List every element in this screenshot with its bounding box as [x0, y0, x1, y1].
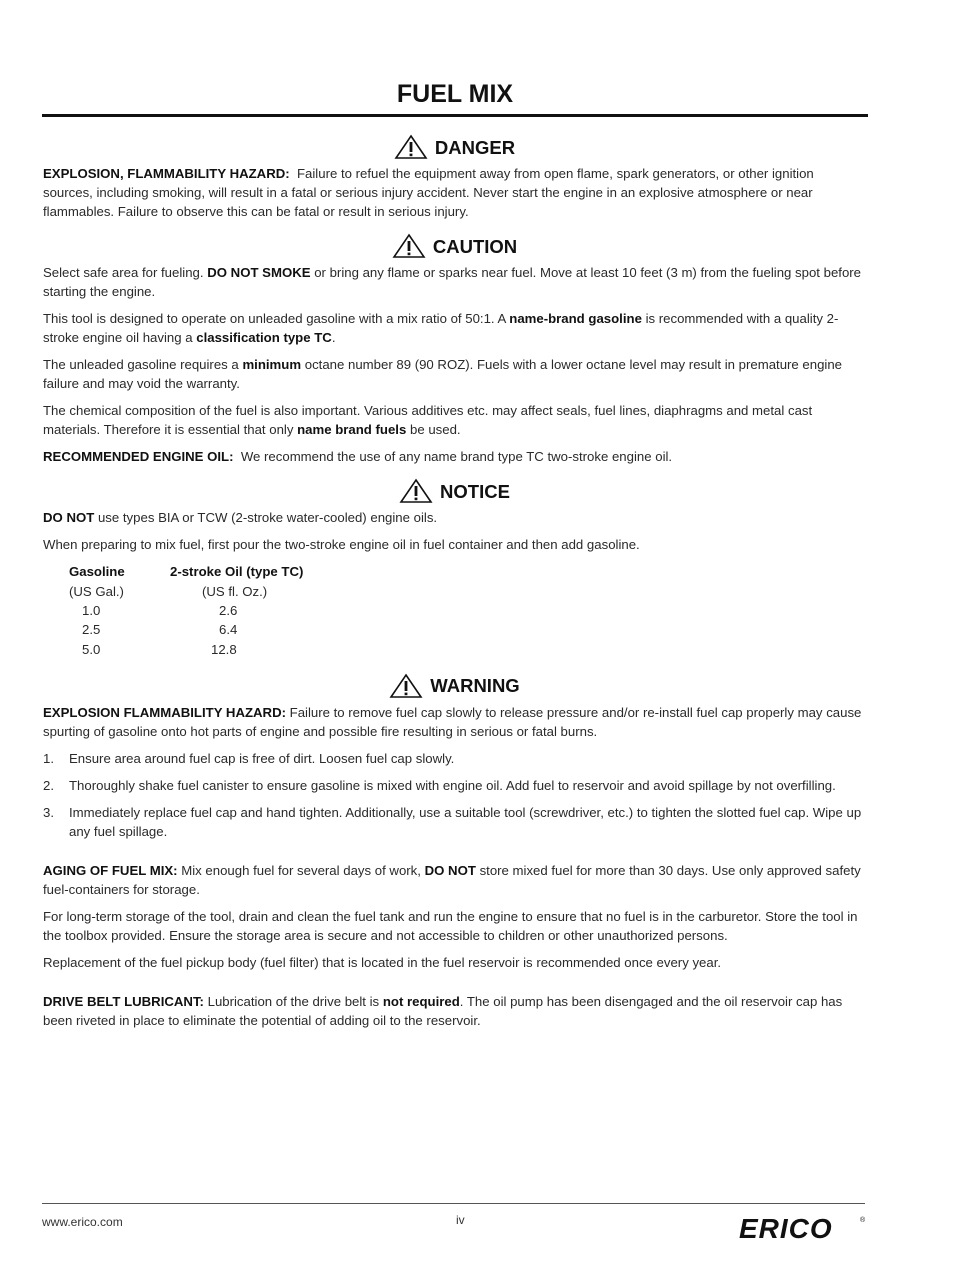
caution-label: CAUTION: [432, 235, 518, 257]
caution-paragraph-1: [43, 263, 865, 301]
emphasis: classification type TC: [196, 330, 332, 345]
table-cell: 2.6: [219, 602, 238, 618]
column-header: Gasoline: [69, 564, 125, 580]
step-number: 2.: [43, 777, 54, 793]
table-cell: 12.8: [211, 641, 237, 657]
emphasis: EXPLOSION FLAMMABILITY HAZARD:: [43, 704, 286, 720]
page-number: iv: [456, 1213, 465, 1227]
table-row: [69, 640, 379, 659]
caution-paragraph-2: [43, 309, 865, 347]
table-row: [69, 601, 379, 620]
title-divider: [42, 114, 868, 117]
erico-logo: [738, 1213, 868, 1243]
table-cell: 2.5: [82, 622, 101, 638]
text-run: Select safe area for fueling.: [43, 265, 204, 280]
aging-paragraph-2: For long-term storage of the tool, drain and clean the fuel tank and run the engine to ensure that no fuel is in the carburetor. Store the tool in the toolbox provided. Ensure the storage area is secure and not accessible to children or other unauthorized persons.: [43, 908, 858, 943]
notice-heading: [43, 474, 865, 508]
notice-paragraph-2: When preparing to mix fuel, first pour the two-stroke engine oil in fuel container and then add gasoline.: [43, 537, 640, 552]
danger-paragraph: [43, 164, 865, 221]
footer-divider: [42, 1203, 865, 1204]
text-run: is recommended with a quality 2-stroke engine oil having a: [43, 311, 839, 345]
aging-paragraph-3: Replacement of the fuel pickup body (fuel filter) that is located in the fuel reservoir is recommended once every year.: [43, 954, 722, 970]
emphasis: name-brand gasoline: [509, 311, 642, 326]
table-row: [69, 620, 379, 639]
column-header: 2-stroke Oil (type TC): [170, 564, 304, 580]
danger-text: Failure to refuel the equipment away from open flame, spark generators, or other ignition sources, including smoking, will result in a fatal or serious injury accident. Never start the engine in an explosive atmosphere or near flammables. Failure to observe this can be fatal or result in serious injury.: [43, 166, 814, 219]
emphasis: DO NOT SMOKE: [207, 265, 311, 280]
footer-url: www.erico.com: [42, 1215, 123, 1229]
text-run: The unleaded gasoline requires a: [43, 357, 239, 372]
table-units-row: [69, 581, 379, 600]
notice-label: NOTICE: [440, 480, 510, 502]
page-content: [43, 128, 865, 1038]
notice-paragraph-1: [43, 508, 865, 527]
text-run: Lubrication of the drive belt is: [207, 993, 380, 1009]
text-run: use types BIA or TCW (2-stroke water-cooled) engine oils.: [97, 510, 438, 525]
text-run: . The oil pump has been disengaged and the oil reservoir cap has been riveted in place to eliminate the potential of adding oil to the reservoir.: [43, 993, 843, 1028]
emphasis: RECOMMENDED ENGINE OIL:: [43, 449, 234, 464]
list-item: [43, 749, 865, 768]
step-number: 1.: [43, 750, 54, 766]
logo-text: ERICO: [739, 1213, 833, 1243]
warning-paragraph: [43, 703, 865, 741]
text-run: .: [331, 330, 336, 345]
unit-cell: (US Gal.): [69, 583, 124, 599]
danger-lead: EXPLOSION, FLAMMABILITY HAZARD:: [43, 166, 290, 181]
text-run: or bring any flame or sparks near fuel. Move at least 10 feet (3 m) from the fueling spot before starting the engine.: [43, 265, 862, 299]
table-cell: 1.0: [82, 602, 101, 618]
emphasis: DRIVE BELT LUBRICANT:: [43, 993, 204, 1009]
text-run: octane number 89 (90 ROZ). Fuels with a lower octane level may result in premature engine failure and may void the warranty.: [43, 357, 843, 391]
danger-label: DANGER: [434, 136, 516, 158]
emphasis: AGING OF FUEL MIX:: [43, 862, 178, 878]
aging-paragraph-1: [43, 861, 865, 899]
text-run: Mix enough fuel for several days of work,: [181, 862, 421, 878]
table-header-row: [69, 562, 379, 581]
text-run: The chemical composition of the fuel is also important. Various additives etc. may affect seals, fuel lines, diaphragms and metal cast materials. Therefore it is essential that only: [43, 403, 813, 437]
step-text: Ensure area around fuel cap is free of dirt. Loosen fuel cap slowly.: [69, 750, 455, 766]
list-item: [43, 776, 865, 795]
step-text: Immediately replace fuel cap and hand tighten. Additionally, use a suitable tool (screwdriver, etc.) to tighten the slotted fuel cap. Wipe up any fuel spillage.: [69, 804, 862, 839]
page-title: FUEL MIX: [396, 80, 514, 108]
registered-mark: ®: [860, 1217, 866, 1224]
warning-heading: [43, 669, 865, 703]
emphasis: minimum: [242, 357, 302, 372]
caution-paragraph-4: [43, 401, 865, 439]
warning-triangle-icon: [398, 478, 434, 504]
warning-triangle-icon: [388, 673, 424, 699]
step-number: 3.: [43, 804, 54, 820]
warning-triangle-icon: [393, 134, 429, 160]
danger-heading: [43, 130, 865, 164]
text-run: We recommend the use of any name brand type TC two-stroke engine oil.: [240, 449, 673, 464]
fuel-mix-table: [69, 562, 379, 659]
step-text: Thoroughly shake fuel canister to ensure gasoline is mixed with engine oil. Add fuel to reservoir and avoid spillage by not overfilling.: [69, 777, 836, 793]
caution-paragraph-5: [43, 447, 865, 466]
warning-label: WARNING: [430, 675, 520, 697]
drive-belt-paragraph: [43, 992, 865, 1030]
emphasis: name brand fuels: [297, 422, 407, 437]
table-cell: 5.0: [82, 641, 101, 657]
text-run: be used.: [409, 422, 461, 437]
text-run: This tool is designed to operate on unleaded gasoline with a mix ratio of 50:1. A: [43, 311, 506, 326]
table-cell: 6.4: [219, 622, 238, 638]
refuel-steps-list: [43, 749, 865, 841]
emphasis: DO NOT: [43, 510, 95, 525]
emphasis: DO NOT: [424, 862, 476, 878]
warning-triangle-icon: [391, 233, 427, 259]
caution-heading: [43, 229, 865, 263]
text-run: Failure to remove fuel cap slowly to release pressure and/or re-install fuel cap properly may cause spurting of gasoline onto hot parts of engine and possible fire resulting in serious or fatal burns.: [43, 704, 862, 739]
list-item: [43, 803, 865, 841]
unit-cell: (US fl. Oz.): [202, 583, 268, 599]
emphasis: not required: [382, 993, 460, 1009]
text-run: store mixed fuel for more than 30 days. Use only approved safety fuel-containers for storage.: [43, 862, 861, 897]
caution-paragraph-3: [43, 355, 865, 393]
